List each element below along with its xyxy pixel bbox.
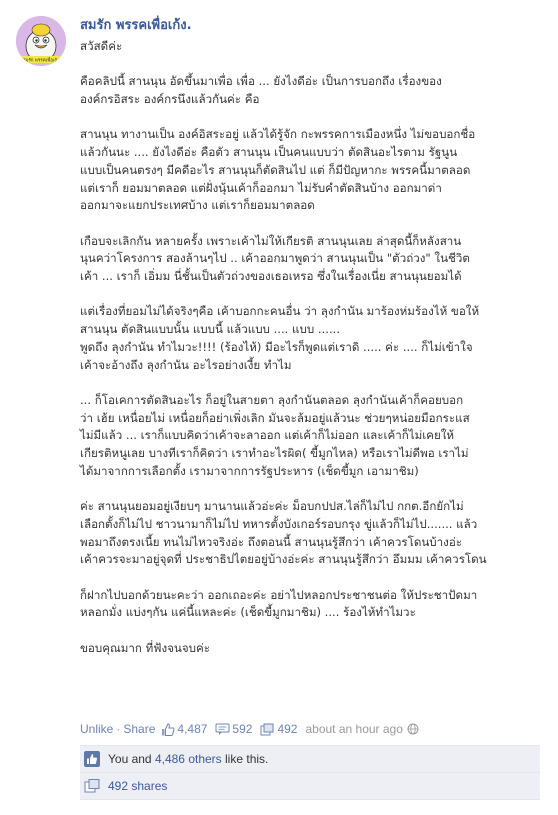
share-link[interactable]: Share bbox=[123, 722, 156, 736]
post-body bbox=[80, 38, 540, 657]
share-count-value: 492 bbox=[277, 722, 298, 736]
post-paragraph-7: ก็ฝากไปบอกด้วยนะคะว่า ออกเถอะค่ะ อย่าไปหลอกประชาชนต่อ ให้ประชาปัดมา หลอกมั่ง แบ่งๆกัน แค่นี้แหละค่ะ (เช็ดขี้มูกมาชิม) .... ร้องไห้ทำไมวะ bbox=[80, 587, 478, 620]
share-icon bbox=[260, 723, 275, 736]
unlike-link[interactable]: Unlike bbox=[80, 722, 114, 736]
post-action-bar bbox=[80, 722, 419, 736]
share-icon bbox=[84, 778, 100, 794]
likes-others-link[interactable]: 4,486 others bbox=[154, 752, 222, 766]
like-count[interactable] bbox=[161, 722, 207, 736]
globe-icon bbox=[407, 723, 419, 735]
comment-icon bbox=[215, 723, 230, 736]
post-paragraph-6: ค่ะ สานนุนยอมอยู่เงียบๆ มานานแล้วอ่ะค่ะ ม็อบกปปส.ไล่ก็ไม่ไป กกต.อีกยักไม่ เลือกตั้งก็ไม่ไป ชาวนามาก็ไม่ไป ทหารตั้งบังเกอร์รอบกรุง ขู่แล้วก็ไม่ไป....... แล้ว พอมาถึงตรงเนี้ย ทนไม่ไหวจริงอ่ะ ถึงตอนนี้ สานนุนรู้สึกว่า เค้าควรโดนบ้างอ่ะ เค้าควรจะมาอยู่จุดที่ ประชาธิปไตยอยู่บ้างอ่ะค่ะ สานนุนรู้สึกว่า อึมมม เค้าควรโดน bbox=[80, 499, 487, 567]
post-paragraph-4: แต่เรื่องที่ยอมไม่ได้จริงๆคือ เค้าบอกกะคนอื่น ว่า ลุงกำนัน มาร้องห่มร้องไห้ ขอให้ สานนุน ตัดสินแบบนั้น แบบนี้ แล้วแบบ .... แบบ ...... พูดถึง ลุงกำนัน ทำไมวะ!!!! (ร้องไห้) มีอะไรก็พูดแต่เราดิ ..... ค่ะ .... ก็ไม่เข้าใจ เค้าจะอ้างถึง ลุงกำนัน อะไรอย่างเงี้ย ทำไม bbox=[80, 304, 480, 372]
action-separator: · bbox=[116, 722, 121, 736]
thumbs-up-icon bbox=[84, 751, 100, 767]
cartoon-duck-avatar-icon bbox=[16, 16, 66, 66]
thumbs-up-icon bbox=[161, 723, 175, 736]
likes-summary-row bbox=[80, 746, 540, 773]
post-closing: ขอบคุณมาก ที่ฟังจนจบค่ะ bbox=[80, 640, 210, 655]
avatar-caption: สมรัก พรรคเพื่อเก้ง bbox=[22, 58, 60, 64]
shares-link[interactable]: 492 shares bbox=[108, 779, 168, 793]
like-count-value: 4,487 bbox=[177, 722, 208, 736]
post-timestamp[interactable]: about an hour ago bbox=[305, 722, 403, 736]
post-paragraph-3: เกือบจะเลิกกัน หลายครั้ง เพราะเค้าไม่ให้เกียรติ สานนุนเลย ล่าสุดนี้ก็หลังสาน นุนคว่าโครงการ สองล้านๆไป .. เค้าออกมาพูดว่า สานนุนเป็น "ตัวถ่วง" ในชีวิต เค้า ... เราก็ เอิ่มม นี่ชั้นเป็นตัวถ่วงของเธอเหรอ ซึ่งในเรื่องเนี่ย สานนุนยอมได้ bbox=[80, 233, 470, 284]
comment-count[interactable] bbox=[215, 722, 252, 736]
likes-suffix: like this. bbox=[225, 752, 269, 766]
post-paragraph-5: ... ก็โอเคการตัดสินอะไร ก็อยู่ในสายตา ลุงกำนันตลอด ลุงกำนันเค้าก็คอยบอก ว่า เฮ้ย เหนื่อยไม่ เหนื่อยก็อย่าเพิ่งเลิก มันจะล้มอยู่แล้วนะ ช่วยๆหน่อยมือกระแส ไม่มีแล้ว ... เราก็แบบคิดว่าเค้าจะลาออก แต่เค้าก็ไม่ออก และเค้าก็ไม่เคยให้ เกียรติหนูเลย บางทีเราก็คิดว่า เราทำอะไรผิด( ขี้มูกไหล) หรือเราไม่ดีพอ เราไม่ ได้มาจากการเลือกตั้ง เรามาจากการรัฐประหาร (เช็ดขี้มูก เอามาชิม) bbox=[80, 392, 470, 478]
post-paragraph-1: คือคลิปนี้ สานนุน อัดขึ้นมาเพื่อ เพื่อ ... ยังไงดีอ่ะ เป็นการบอกถึง เรื่องของ องค์กรอิสระ องค์กรนึงแล้วกันค่ะ คือ bbox=[80, 74, 442, 107]
author-name-link[interactable]: สมรัก พรรคเพื่อเก้ง. bbox=[80, 18, 192, 33]
post-greeting: สวัสดีค่ะ bbox=[80, 39, 123, 53]
post-paragraph-2: สานนุน ทางานเป็น องค์อิสระอยู่ แล้วได้รู้จัก กะพรรคการเมืองหนึ่ง ไม่ขอบอกชื่อ แล้วกันนะ .... ยังไงดีอ่ะ คือตัว สานนุน เป็นคนแบบว่า ตัดสินอะไรตาม รัฐนูน แบบเป็นคนตรงๆ มีคดีอะไร สานนุนก็ตัดสินไป แต่ ก็มีปัญหากะ พรรคนี้มาตลอด แต่เราก็ ยอมมาตลอด แต่ฝั่งนุ้นเค้าก็ออกมา ไม่รับคำตัดสินบ้าง ออกมาด่า ออกมาจะแยกประเทศบ้าง แต่เราก็ยอมมาตลอด bbox=[80, 127, 476, 213]
avatar[interactable] bbox=[16, 16, 66, 66]
shares-summary-row bbox=[80, 773, 540, 800]
comment-count-value: 592 bbox=[232, 722, 253, 736]
likes-prefix: You and bbox=[108, 752, 152, 766]
feedback-panel bbox=[80, 745, 540, 800]
share-count[interactable] bbox=[260, 722, 297, 736]
